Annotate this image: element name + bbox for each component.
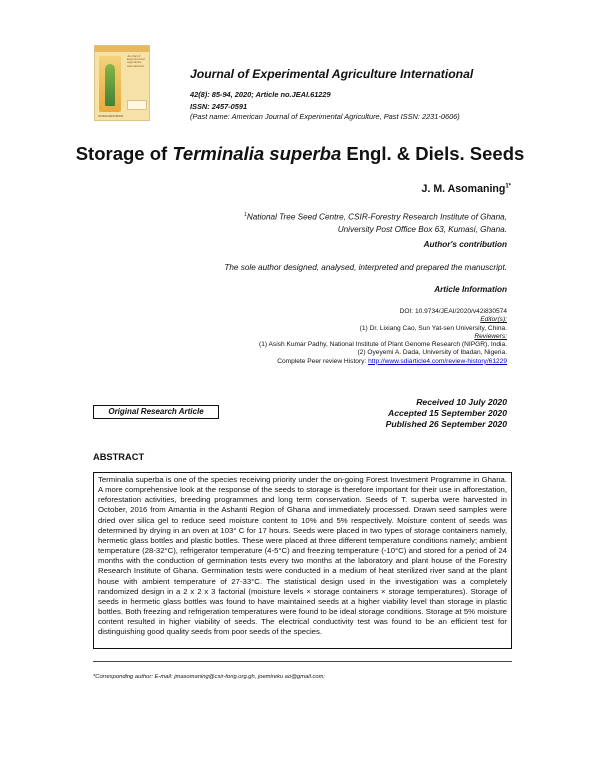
past-name: (Past name: American Journal of Experimental Agriculture, Past ISSN: 2231-0606) <box>190 112 460 121</box>
paper-title: Storage of Terminalia superba Engl. & Diels. Seeds <box>75 143 525 164</box>
editor: (1) Dr. Lixiang Cao, Sun Yat-sen University, China. <box>359 324 507 332</box>
article-info-heading: Article Information <box>434 285 507 294</box>
author-name: J. M. Asomaning$^{1*}$ <box>421 183 511 195</box>
author-affiliation: $^1$National Tree Seed Centre, CSIR-Forestry Research Institute of Ghana, University Post Office Box 63, Kumasi, Ghana. <box>244 212 507 234</box>
contribution-text: The sole author designed, analysed, interpreted and prepared the manuscript. <box>224 263 507 272</box>
accepted-date: Accepted 15 September 2020 <box>388 408 507 418</box>
corresponding-author-note: *Corresponding author: E-mail: jmasomaning@csir-forig.org.gh, joemireku ao@gmail.com; <box>93 674 326 680</box>
abstract-text: Terminalia superba is one of the species receiving priority under the on-going Forest Investment Programme in Ghana. A more comprehensive look at the response of the seeds to storage is therefore important for their use in afforestation, reforestation activities, breeding programmes and long term conservation. Seeds of T. superba were harvested in October, 2016 from Amantia in the Ashanti Region of Ghana and immediately processed. Drawn seed samples were dried over silica gel to reduce seed moisture content to 10% and 5% respectively. Moisture content of seeds was determined by drying in an oven at 103° C for 17 hours. Seeds were placed in two types of storage containers namely, hermetic glass bottles and plastic bottles. These were placed at three different temperature conditions namely; ambient temperature (28-32°C), refrigerator temperature (4-5°C) and freezing temperature (-10°C) and stored for a period of 24 months with the conduction of germination tests every two months at the laboratory and plant house of the Forestry Research Institute of Ghana. Germination tests were conducted in a medium of heat sterilized river sand at the plant house with ambient temperature of 27-33°C. The statistical design used in the investigation was a completely randomized design in a 2 x 2 x 3 factorial (moisture levels × storage containers × storage temperatures). Storage of seeds in hermetic glass bottles was found to have maintained seeds at a higher viability level than storage in plastic bottles. Both freezing and refrigeration temperatures were found to be ideal storage conditions. Storage at 5% moisture content resulted in higher viability of seeds. The electrical conductivity test was found to be an efficient test for distinguishing good quality seeds from poor seeds of the species. <box>93 472 512 649</box>
issn: ISSN: 2457-0591 <box>190 102 248 111</box>
cover-top-band <box>95 46 149 52</box>
editors-label: Editor(s): <box>480 316 507 324</box>
abstract-heading: ABSTRACT <box>93 452 145 462</box>
reviewer-2: (2) Oyeyemi A. Dada, University of Ibadan, Nigeria. <box>357 349 507 357</box>
issue-info: 42(8): 85-94, 2020; Article no.JEAI.61229 <box>190 90 331 99</box>
received-date: Received 10 July 2020 <box>416 397 507 407</box>
reviewers-label: Reviewers: <box>474 332 507 340</box>
cover-title: Journal of Experimental Agriculture International <box>127 54 145 68</box>
published-date: Published 26 September 2020 <box>385 419 507 429</box>
review-history: Complete Peer review History: http://www.sdiarticle4.com/review-history/61229 <box>277 357 507 365</box>
cover-badge <box>127 100 147 110</box>
journal-cover-thumbnail <box>94 45 150 121</box>
article-type-badge: Original Research Article <box>93 405 219 419</box>
footnote-divider <box>93 661 512 662</box>
review-history-link[interactable]: http://www.sdiarticle4.com/review-history/61229 <box>368 357 507 365</box>
doi: DOI: 10.9734/JEAI/2020/v42i830574 <box>399 308 507 315</box>
contribution-heading: Author's contribution <box>423 240 507 249</box>
cover-publisher: SCIENCEDOMAIN <box>98 114 124 118</box>
cover-plant-image <box>99 56 121 112</box>
article-info-block <box>167 308 507 366</box>
reviewer-1: (1) Asish Kumar Padhy, National Institute of Plant Genome Research (NIPGR), India. <box>259 341 507 349</box>
article-dates <box>386 397 507 430</box>
journal-name: Journal of Experimental Agriculture International <box>190 67 474 81</box>
